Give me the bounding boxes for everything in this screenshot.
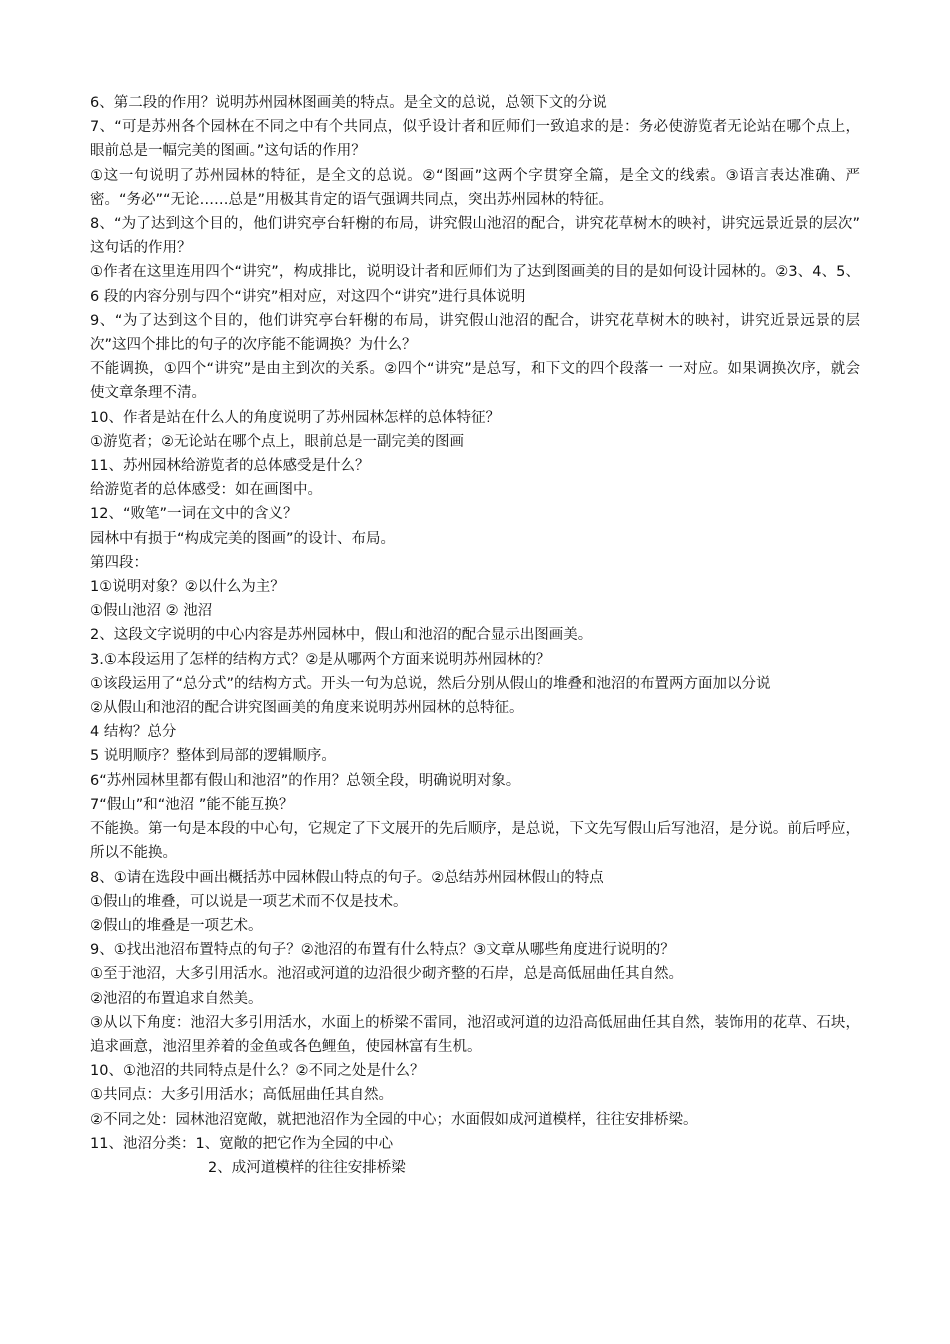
text-line: 6、第二段的作用？说明苏州园林图画美的特点。是全文的总说，总领下文的分说 (90, 95, 607, 111)
text-line: ①这一句说明了苏州园林的特征，是全文的总说。②“图画”这两个字贯穿全篇，是全文的线索。③语言表达准确、严密。“务必”“无论……总是”用极其肯定的语气强调共同点，突出苏州园林的特征。 (90, 167, 860, 208)
text-line: 园林中有损于“构成完美的图画”的设计、布局。 (90, 530, 396, 547)
text-line: 11、苏州园林给游览者的总体感受是什么？ (90, 458, 370, 475)
text-line: 10、①池沼的共同特点是什么？②不同之处是什么？ (90, 1063, 425, 1080)
text-line: 不能换。第一句是本段的中心句，它规定了下文展开的先后顺序，是总说，下文先写假山后写池沼，是分说。前后呼应，所以不能换。 (90, 821, 860, 862)
text-line: 11、池沼分类：1、宽敞的把它作为全园的中心 (90, 1135, 394, 1152)
text-line: 2、这段文字说明的中心内容是苏州园林中，假山和池沼的配合显示出图画美。 (90, 627, 593, 644)
text-line: 8、“为了达到这个目的，他们讲究亭台轩榭的布局，讲究假山池沼的配合，讲究花草树木的映衬，讲究远景近景的层次” 这句话的作用？ (90, 216, 860, 257)
text-line: ①共同点：大多引用活水；高低屈曲任其自然。 (90, 1087, 393, 1104)
text-line: ②不同之处：园林池沼宽敞，就把池沼作为全园的中心；水面假如成河道模样，往往安排桥梁。 (90, 1111, 698, 1128)
text-line: ①作者在这里连用四个“讲究”，构成排比，说明设计者和匠师们为了达到图画美的目的是如何设计园林的。②3、4、5、6 段的内容分别与四个“讲究”相对应，对这四个“讲究”进行具体说明 (90, 264, 860, 305)
text-line: ①假山的堆叠，可以说是一项艺术而不仅是技术。 (90, 893, 408, 910)
text-line: 5 说明顺序？整体到局部的逻辑顺序。 (90, 748, 336, 765)
text-line: 9、①找出池沼布置特点的句子？②池沼的布置有什么特点？③文章从哪些角度进行说明的？ (90, 942, 675, 959)
text-line: ②从假山和池沼的配合讲究图画美的角度来说明苏州园林的总特征。 (90, 700, 524, 717)
text-line: 7“假山”和“池沼 ”能不能互换？ (90, 796, 294, 813)
text-line: 9、“为了达到这个目的，他们讲究亭台轩榭的布局，讲究假山池沼的配合，讲究花草树木的映衬，讲究近景远景的层次”这四个排比的句子的次序能不能调换？为什么？ (90, 312, 860, 354)
text-line: 3.①本段运用了怎样的结构方式？②是从哪两个方面来说明苏州园林的？ (90, 651, 551, 668)
text-line: 2、成河道模样的往往安排桥梁 (208, 1159, 406, 1176)
text-line: ②池沼的布置追求自然美。 (90, 990, 263, 1007)
section-heading: 第四段： (90, 554, 148, 571)
text-line: 6“苏州园林里都有假山和池沼”的作用？总领全段，明确说明对象。 (90, 772, 521, 789)
text-line: ①至于池沼，大多引用活水。池沼或河道的边沿很少砌齐整的石岸，总是高低屈曲任其自然。 (90, 966, 683, 983)
text-line: ③从以下角度：池沼大多引用活水，水面上的桥梁不雷同，池沼或河道的边沿高低屈曲任其自然，装饰用的花草、石块，追求画意，池沼里养着的金鱼或各色鲤鱼，使园林富有生机。 (90, 1014, 860, 1055)
text-line: 10、作者是站在什么人的角度说明了苏州园林怎样的总体特征？ (90, 409, 500, 426)
text-line: 7、“可是苏州各个园林在不同之中有个共同点，似乎设计者和匠师们一致追求的是：务必使游览者无论站在哪个点上，眼前总是一幅完美的图画。”这句话的作用？ (90, 119, 860, 160)
text-line: ①该段运用了“总分式”的结构方式。开头一句为总说，然后分别从假山的堆叠和池沼的布置两方面加以分说 (90, 675, 771, 692)
text-line: 4 结构？总分 (90, 724, 177, 741)
text-line: 8、①请在选段中画出概括苏中园林假山特点的句子。②总结苏州园林假山的特点 (90, 869, 604, 886)
text-line: ②假山的堆叠是一项艺术。 (90, 917, 263, 934)
text-line: ①游览者；②无论站在哪个点上，眼前总是一副完美的图画 (90, 433, 464, 450)
text-line: 不能调换，①四个“讲究”是由主到次的关系。②四个“讲究”是总写，和下文的四个段落一 一对应。如果调换次序，就会使文章条理不清。 (90, 361, 860, 402)
text-line: ①假山池沼 ② 池沼 (90, 603, 213, 620)
text-line: 12、“败笔”一词在文中的含义？ (90, 506, 298, 523)
document-page (90, 91, 860, 1180)
text-line: 1①说明对象？②以什么为主？ (90, 579, 285, 596)
text-line: 给游览者的总体感受：如在画图中。 (90, 482, 322, 499)
